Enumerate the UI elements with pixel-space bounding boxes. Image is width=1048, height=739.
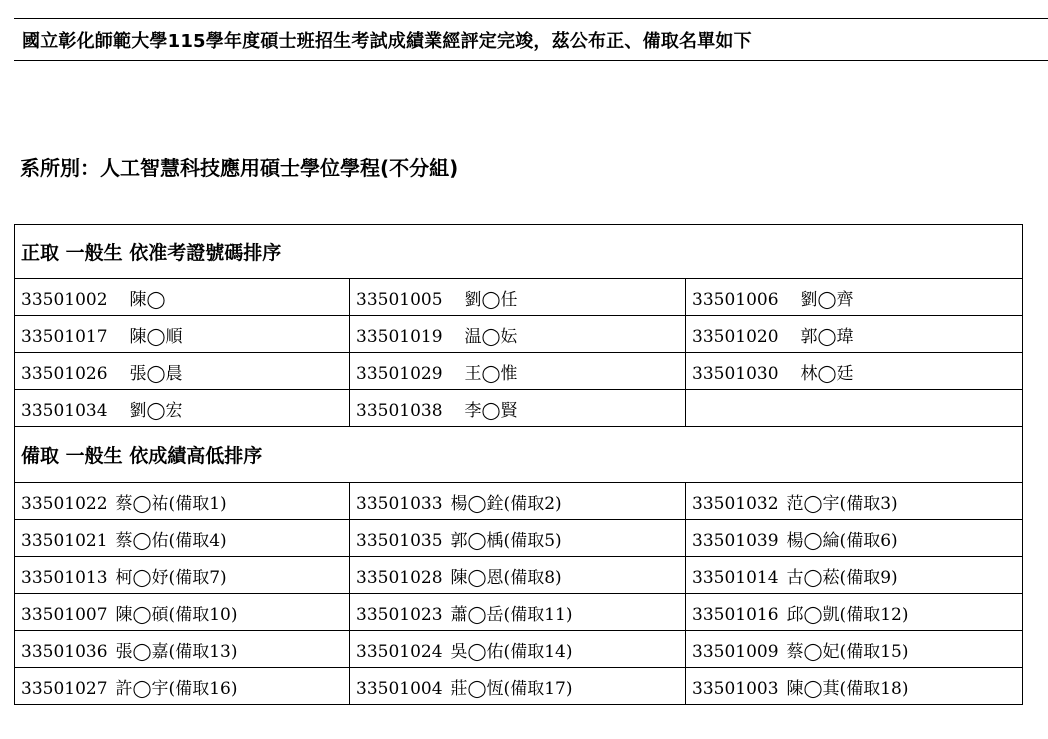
candidate-id: 33501034 [21,400,108,421]
candidate-name: 陳◯萁(備取18) [786,678,909,699]
candidate-name: 劉◯宏 [129,400,183,421]
candidate-id: 33501028 [356,567,443,588]
candidate-cell [15,316,350,353]
candidate-cell [686,557,1023,594]
candidate-id: 33501024 [356,641,443,662]
candidate-cell [350,557,686,594]
candidate-id: 33501022 [21,493,108,514]
candidate-id: 33501020 [692,326,779,347]
table-row [15,668,1023,705]
candidate-name: 温◯妘 [464,326,518,347]
candidate-name: 林◯廷 [800,363,854,384]
candidate-name: 蔡◯佑(備取4) [115,530,227,551]
candidate-id: 33501014 [692,567,779,588]
candidate-cell [686,316,1023,353]
candidate-name: 蔡◯祐(備取1) [115,493,227,514]
candidate-id: 33501004 [356,678,443,699]
candidate-id: 33501029 [356,363,443,384]
table-row [15,390,1023,427]
candidate-id: 33501009 [692,641,779,662]
candidate-cell [686,631,1023,668]
candidate-name: 蔡◯妃(備取15) [786,641,909,662]
candidate-id: 33501006 [692,289,779,310]
accepted-section-row [15,225,1023,279]
table-row [15,557,1023,594]
candidate-cell [686,520,1023,557]
candidate-id: 33501038 [356,400,443,421]
candidate-cell [350,631,686,668]
candidate-cell [686,279,1023,316]
candidate-id: 33501007 [21,604,108,625]
candidate-id: 33501036 [21,641,108,662]
department-title: 系所別：人工智慧科技應用碩士學位學程(不分組) [20,156,459,180]
candidate-cell [686,594,1023,631]
table-row [15,279,1023,316]
candidate-name: 柯◯妤(備取7) [115,567,227,588]
candidate-cell [350,390,686,427]
empty-cell [686,390,1023,427]
candidate-cell [15,631,350,668]
candidate-id: 33501039 [692,530,779,551]
candidate-id: 33501016 [692,604,779,625]
candidate-id: 33501013 [21,567,108,588]
candidate-name: 陳◯順 [129,326,183,347]
candidate-cell [350,353,686,390]
announcement-header [14,18,1048,61]
announcement-title: 國立彰化師範大學115學年度碩士班招生考試成績業經評定完竣，茲公布正、備取名單如下 [22,31,752,52]
candidate-cell [686,483,1023,520]
candidate-id: 33501021 [21,530,108,551]
candidate-cell [15,520,350,557]
candidate-name: 郭◯瑋 [800,326,854,347]
candidate-cell [15,279,350,316]
candidate-name: 吳◯佑(備取14) [450,641,573,662]
accepted-section-heading: 正取 一般生 依准考證號碼排序 [15,225,1023,279]
candidate-id: 33501035 [356,530,443,551]
candidate-cell [15,483,350,520]
candidate-cell [350,520,686,557]
candidate-name: 陳◯碩(備取10) [115,604,238,625]
candidate-id: 33501032 [692,493,779,514]
candidate-id: 33501017 [21,326,108,347]
candidate-cell [15,390,350,427]
candidate-cell [15,557,350,594]
candidate-cell [686,668,1023,705]
candidate-name: 邱◯凱(備取12) [786,604,909,625]
candidate-name: 王◯惟 [464,363,518,384]
candidate-name: 陳◯ [129,289,166,310]
candidate-cell [350,594,686,631]
table-row [15,316,1023,353]
candidate-name: 范◯宇(備取3) [786,493,898,514]
candidate-id: 33501019 [356,326,443,347]
candidate-cell [686,353,1023,390]
candidate-name: 張◯嘉(備取13) [115,641,238,662]
candidate-id: 33501005 [356,289,443,310]
candidate-cell [350,279,686,316]
candidate-cell [350,483,686,520]
candidate-name: 古◯菘(備取9) [786,567,898,588]
table-row [15,631,1023,668]
candidate-id: 33501023 [356,604,443,625]
waitlist-section-heading: 備取 一般生 依成績高低排序 [15,427,1023,483]
candidate-name: 許◯宇(備取16) [115,678,238,699]
table-row [15,483,1023,520]
table-row [15,520,1023,557]
candidate-cell [15,353,350,390]
candidate-cell [15,594,350,631]
candidate-id: 33501033 [356,493,443,514]
results-table [14,224,1023,705]
candidate-cell [350,668,686,705]
candidate-cell [350,316,686,353]
candidate-name: 劉◯齊 [800,289,854,310]
table-row [15,353,1023,390]
candidate-id: 33501030 [692,363,779,384]
candidate-name: 李◯賢 [464,400,518,421]
candidate-name: 楊◯綸(備取6) [786,530,898,551]
candidate-name: 莊◯恆(備取17) [450,678,573,699]
candidate-id: 33501003 [692,678,779,699]
candidate-name: 張◯晨 [129,363,183,384]
candidate-name: 陳◯恩(備取8) [450,567,562,588]
candidate-name: 劉◯任 [464,289,518,310]
candidate-name: 蕭◯岳(備取11) [450,604,573,625]
candidate-cell [15,668,350,705]
candidate-id: 33501027 [21,678,108,699]
candidate-name: 郭◯楀(備取5) [450,530,562,551]
candidate-id: 33501002 [21,289,108,310]
table-row [15,594,1023,631]
waitlist-section-row [15,427,1023,483]
candidate-id: 33501026 [21,363,108,384]
candidate-name: 楊◯銓(備取2) [450,493,562,514]
